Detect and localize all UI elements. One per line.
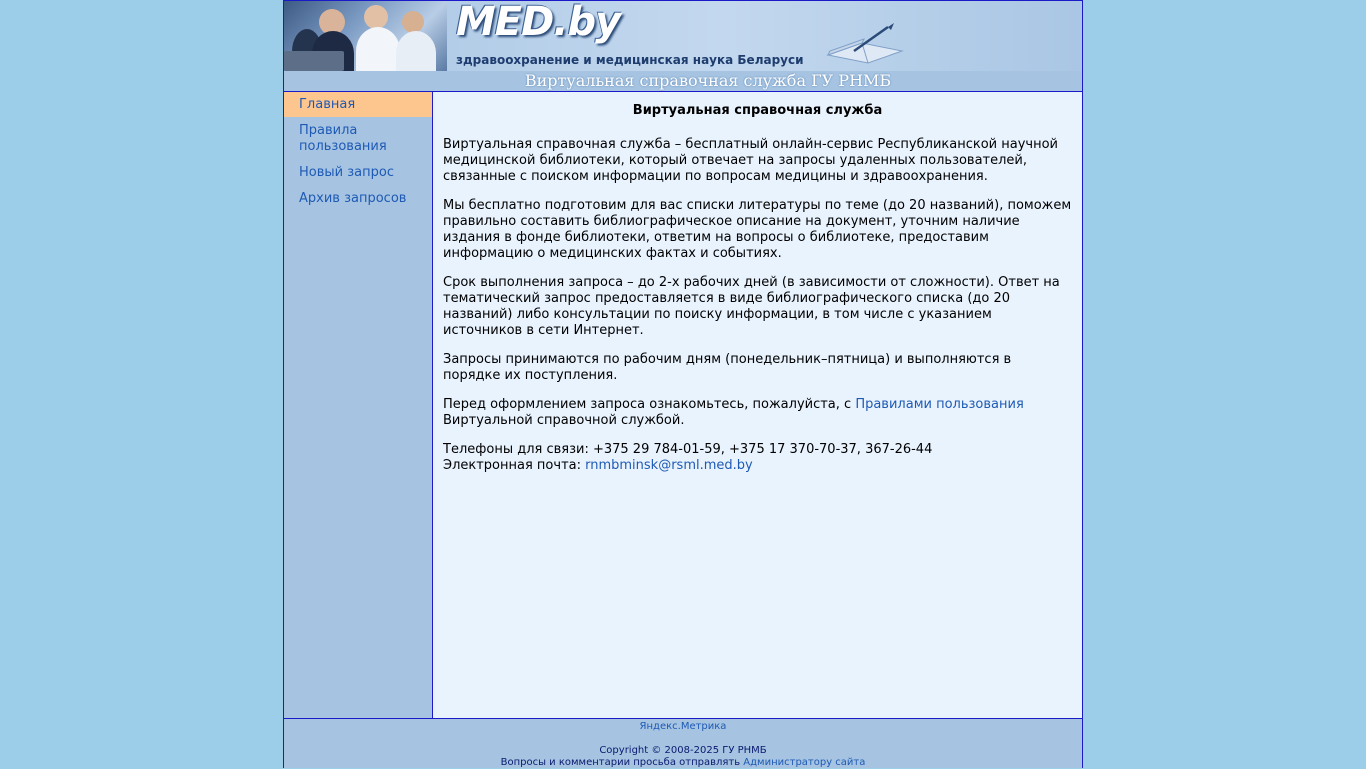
yandex-metrika-link[interactable]: Яндекс.Метрика bbox=[639, 721, 727, 732]
schedule-paragraph: Запросы принимаются по рабочим дням (понедельник–пятница) и выполняются в порядке их поступления. bbox=[443, 352, 1012, 383]
book-pen-icon bbox=[824, 21, 906, 65]
rules-paragraph bbox=[443, 397, 1072, 429]
site-slogan: здравоохранение и медицинская наука Беларуси bbox=[456, 53, 804, 67]
site-header bbox=[284, 1, 1082, 92]
email-label: Электронная почта: bbox=[443, 458, 586, 473]
copyright-text: Copyright © 2008-2025 ГУ РНМБ bbox=[599, 745, 767, 756]
contacts-paragraph bbox=[443, 442, 1072, 474]
nav-item-rules[interactable]: Правила пользования bbox=[299, 123, 387, 154]
header-banner[interactable] bbox=[284, 1, 1082, 71]
header-subtitle: Виртуальная справочная служба ГУ РНМБ bbox=[524, 71, 892, 90]
rules-text-before: Перед оформлением запроса ознакомьтесь, пожалуйста, с bbox=[443, 397, 856, 412]
terms-paragraph: Срок выполнения запроса – до 2-х рабочих дней (в зависимости от сложности). Ответ на тематический запрос предоставляется в виде библиографического списка (до 20 названий) либо консультации по поиску информации, в том числе с указанием источников в сети Интернет. bbox=[443, 275, 1060, 338]
rules-link[interactable]: Правилами пользования bbox=[855, 397, 1024, 412]
doctors-photo bbox=[284, 1, 447, 71]
site-logo[interactable]: MED.by bbox=[456, 1, 621, 45]
questions-text: Вопросы и комментарии просьба отправлять bbox=[500, 757, 744, 768]
nav-item-new-request[interactable]: Новый запрос bbox=[299, 165, 394, 180]
site-footer bbox=[284, 718, 1082, 768]
intro-paragraph: Виртуальная справочная служба – бесплатный онлайн-сервис Республиканской научной медицинской библиотеки, который отвечает на запросы удаленных пользователей, связанные с поиском информации по вопросам медицины и здравоохранения. bbox=[443, 137, 1058, 184]
email-link[interactable]: rnmbminsk@rsml.med.by bbox=[585, 458, 753, 473]
page-title: Виртуальная справочная служба bbox=[632, 103, 883, 118]
nav-item-archive[interactable]: Архив запросов bbox=[299, 191, 407, 206]
sidebar-nav bbox=[284, 92, 433, 718]
phones-text: Телефоны для связи: +375 29 784-01-59, +375 17 370-70-37, 367-26-44 bbox=[443, 442, 933, 457]
page-wrapper bbox=[283, 0, 1083, 768]
admin-link[interactable]: Администратору сайта bbox=[743, 757, 866, 768]
services-paragraph: Мы бесплатно подготовим для вас списки литературы по теме (до 20 названий), поможем правильно составить библиографическое описание на документ, уточним наличие издания в фонде библиотеки, ответим на вопросы о библиотеке, предоставим информацию о медицинских фактах и событиях. bbox=[443, 198, 1072, 261]
main-content bbox=[433, 92, 1082, 718]
rules-text-after: Виртуальной справочной службой. bbox=[443, 413, 685, 428]
nav-item-home[interactable]: Главная bbox=[284, 92, 432, 117]
